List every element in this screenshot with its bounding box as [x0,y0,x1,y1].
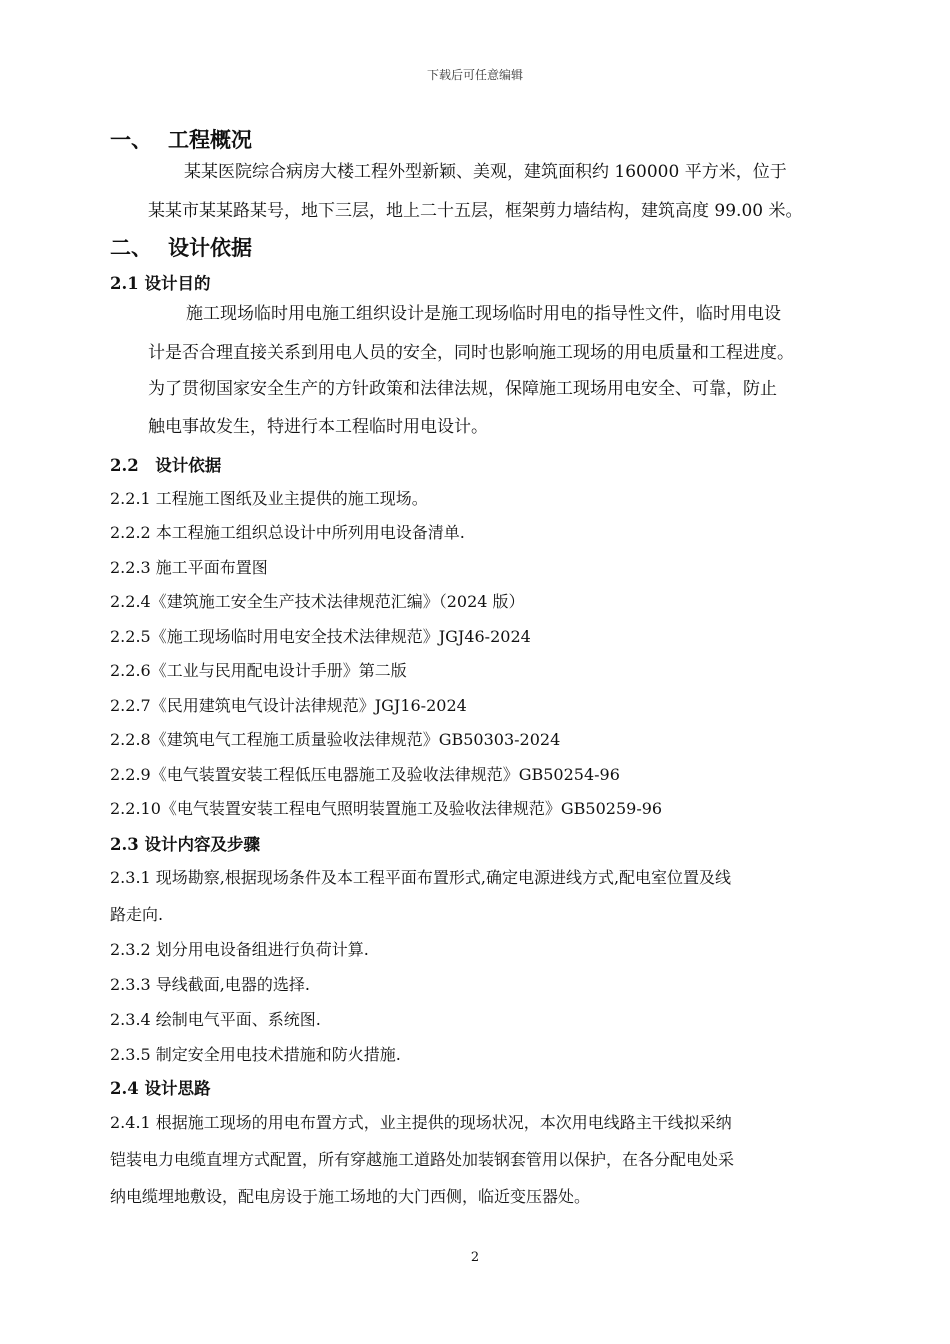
page-number: 2 [470,1250,480,1265]
step-item: 2.3.3 导线截面,电器的选择. [110,975,310,994]
reference-item: 2.2.1 工程施工图纸及业主提供的施工现场。 [110,489,428,508]
step-item: 路走向. [110,905,164,924]
idea-line: 2.4.1 根据施工现场的用电布置方式，业主提供的现场状况，本次用电线路主干线拟采纳 [110,1113,732,1132]
step-item: 2.3.5 制定安全用电技术措施和防火措施. [110,1045,401,1064]
section-2-heading [110,232,252,262]
page-header: 下载后可任意编辑 [426,68,523,82]
idea-line: 铠装电力电缆直埋方式配置，所有穿越施工道路处加装钢套管用以保护，在各分配电处采 [110,1150,735,1169]
section-1-line-2: 某某市某某路某号，地下三层，地上二十五层，框架剪力墙结构，建筑高度 99.00 米。 [148,201,803,221]
step-item: 2.3.2 划分用电设备组进行负荷计算. [110,940,369,959]
reference-item: 2.2.6《工业与民用配电设计手册》第二版 [110,661,407,680]
reference-item: 2.2.10《电气装置安装工程电气照明装置施工及验收法律规范》GB50259-96 [110,799,663,818]
subsection-2-1-line-3: 为了贯彻国家安全生产的方针政策和法律法规，保障施工现场用电安全、可靠，防止 [148,379,777,399]
reference-item: 2.2.3 施工平面布置图 [110,558,268,577]
reference-item: 2.2.2 本工程施工组织总设计中所列用电设备清单. [110,523,465,542]
section-1-heading [110,124,252,154]
subsection-2-1-title: 2.1 设计目的 [110,274,211,293]
section-2-title: 设计依据 [168,235,252,260]
subsection-2-4-title: 2.4 设计思路 [110,1079,211,1098]
section-1-title: 工程概况 [168,127,252,152]
subsection-2-1-line-4: 触电事故发生，特进行本工程临时用电设计。 [148,417,488,437]
step-item: 2.3.1 现场勘察,根据现场条件及本工程平面布置形式,确定电源进线方式,配电室位置及线 [110,868,732,887]
subsection-2-3-title: 2.3 设计内容及步骤 [110,835,260,854]
section-1-number: 一、 [110,127,152,152]
subsection-2-1-line-2: 计是否合理直接关系到用电人员的安全，同时也影响施工现场的用电质量和工程进度。 [148,343,794,363]
reference-item: 2.2.7《民用建筑电气设计法律规范》JGJ16-2024 [110,696,467,715]
reference-item: 2.2.9《电气装置安装工程低压电器施工及验收法律规范》GB50254-96 [110,765,620,784]
step-item: 2.3.4 绘制电气平面、系统图. [110,1010,321,1029]
subsection-2-2-title: 2.2 设计依据 [110,456,222,475]
section-2-number: 二、 [110,235,152,260]
idea-line: 纳电缆埋地敷设，配电房设于施工场地的大门西侧，临近变压器处。 [110,1187,591,1206]
subsection-2-1-line-1: 施工现场临时用电施工组织设计是施工现场临时用电的指导性文件，临时用电设 [186,304,781,324]
reference-item: 2.2.5《施工现场临时用电安全技术法律规范》JGJ46-2024 [110,627,531,646]
section-1-line-1: 某某医院综合病房大楼工程外型新颖、美观，建筑面积约 160000 平方米，位于 [184,162,787,182]
reference-item: 2.2.4《建筑施工安全生产技术法律规范汇编》（2024 版） [110,592,525,611]
reference-item: 2.2.8《建筑电气工程施工质量验收法律规范》GB50303-2024 [110,730,561,749]
